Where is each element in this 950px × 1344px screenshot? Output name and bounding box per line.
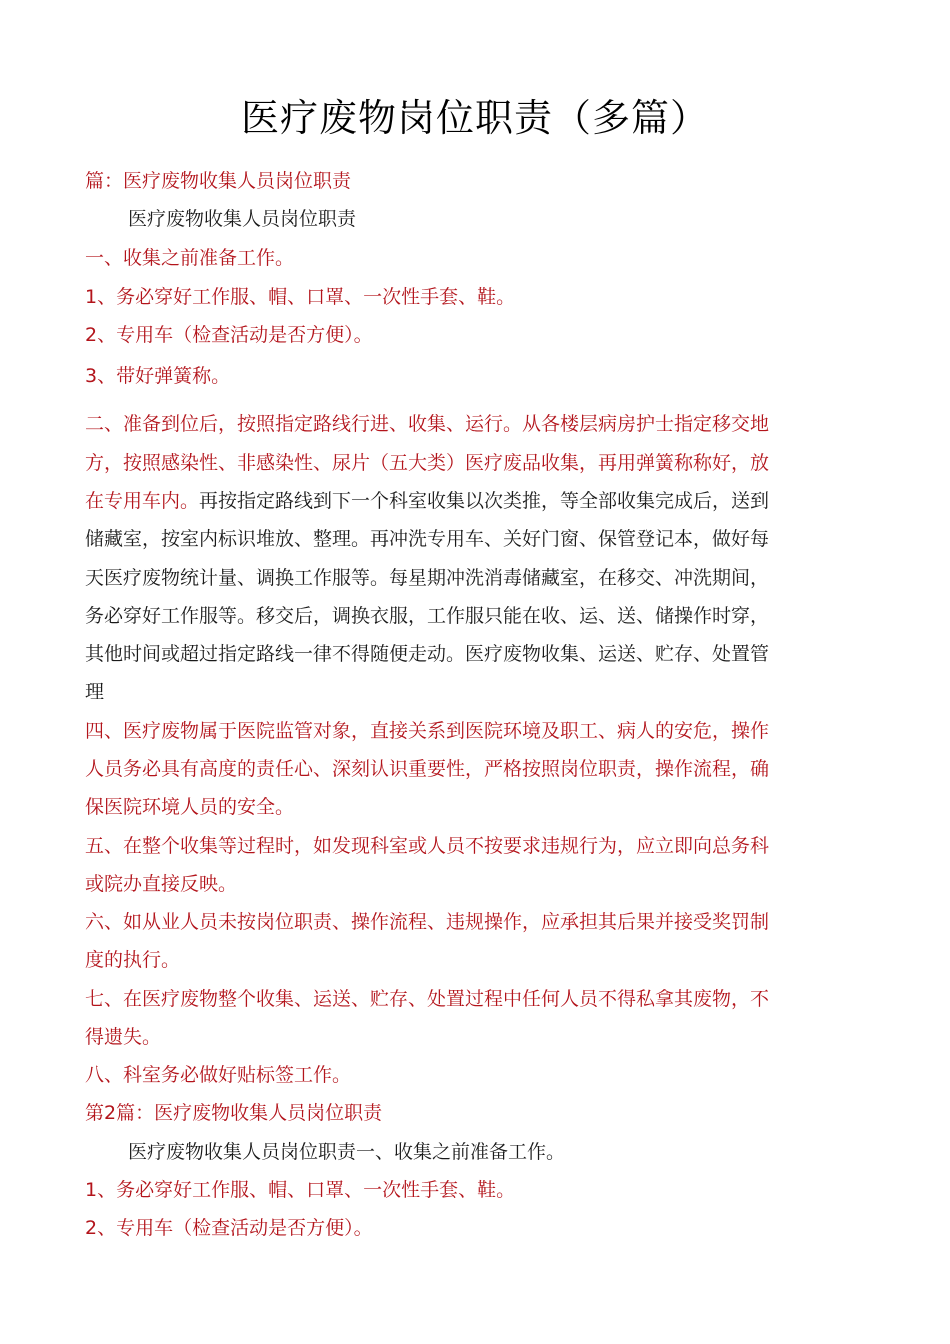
paragraph-segment: 再按指定路线到下一个科室收集以次类推，等全部收集完成后，送到: [199, 490, 770, 512]
list-item: 1、务必穿好工作服、帽、口罩、一次性手套、鞋。: [85, 1179, 516, 1201]
paragraph-line: 务必穿好工作服等。移交后，调换衣服，工作服只能在收、运、送、储操作时穿，: [85, 605, 770, 627]
list-item: 2、专用车（检查活动是否方便）。: [85, 1217, 373, 1239]
paragraph-line: 四、医疗废物属于医院监管对象，直接关系到医院环境及职工、病人的安危，操作: [85, 720, 770, 742]
subtitle-line: 医疗废物收集人员岗位职责一、收集之前准备工作。: [128, 1141, 566, 1163]
paragraph-segment: 在专用车内。: [85, 490, 200, 512]
paragraph-line-mixed: [85, 487, 865, 515]
subtitle-line: 医疗废物收集人员岗位职责: [128, 208, 357, 230]
section-heading: 第2篇：医疗废物收集人员岗位职责: [85, 1102, 383, 1124]
paragraph-line: 五、在整个收集等过程时，如发现科室或人员不按要求违规行为，应立即向总务科: [85, 835, 770, 857]
paragraph-line: 或院办直接反映。: [85, 873, 238, 895]
list-item: 2、专用车（检查活动是否方便）。: [85, 324, 373, 346]
paragraph-line: 六、如从业人员未按岗位职责、操作流程、违规操作，应承担其后果并接受奖罚制: [85, 911, 770, 933]
document-title: 医疗废物岗位职责（多篇）: [240, 96, 709, 140]
paragraph-line: 储藏室，按室内标识堆放、整理。再冲洗专用车、关好门窗、保管登记本，做好每: [85, 528, 770, 550]
paragraph-line: 二、准备到位后，按照指定路线行进、收集、运行。从各楼层病房护士指定移交地: [85, 413, 770, 435]
paragraph-line: 八、科室务必做好贴标签工作。: [85, 1064, 352, 1086]
paragraph-line: 得遗失。: [85, 1026, 162, 1048]
paragraph-line: 人员务必具有高度的责任心、深刻认识重要性，严格按照岗位职责，操作流程，确: [85, 758, 770, 780]
paragraph-line: 方，按照感染性、非感染性、尿片（五大类）医疗废品收集，再用弹簧称称好，放: [85, 452, 770, 474]
paragraph-line: 度的执行。: [85, 949, 181, 971]
paragraph-line: 理: [85, 681, 105, 703]
paragraph-line: 保医院环境人员的安全。: [85, 796, 295, 818]
list-item: 3、带好弹簧称。: [85, 365, 231, 387]
paragraph-line: 其他时间或超过指定路线一律不得随便走动。医疗废物收集、运送、贮存、处置管: [85, 643, 770, 665]
paragraph-line: 七、在医疗废物整个收集、运送、贮存、处置过程中任何人员不得私拿其废物，不: [85, 988, 770, 1010]
paragraph-line: 天医疗废物统计量、调换工作服等。每星期冲洗消毒储藏室，在移交、冲洗期间，: [85, 567, 770, 589]
paragraph-line: 一、收集之前准备工作。: [85, 247, 295, 269]
section-heading: 篇：医疗废物收集人员岗位职责: [85, 170, 352, 192]
list-item: 1、务必穿好工作服、帽、口罩、一次性手套、鞋。: [85, 286, 516, 308]
